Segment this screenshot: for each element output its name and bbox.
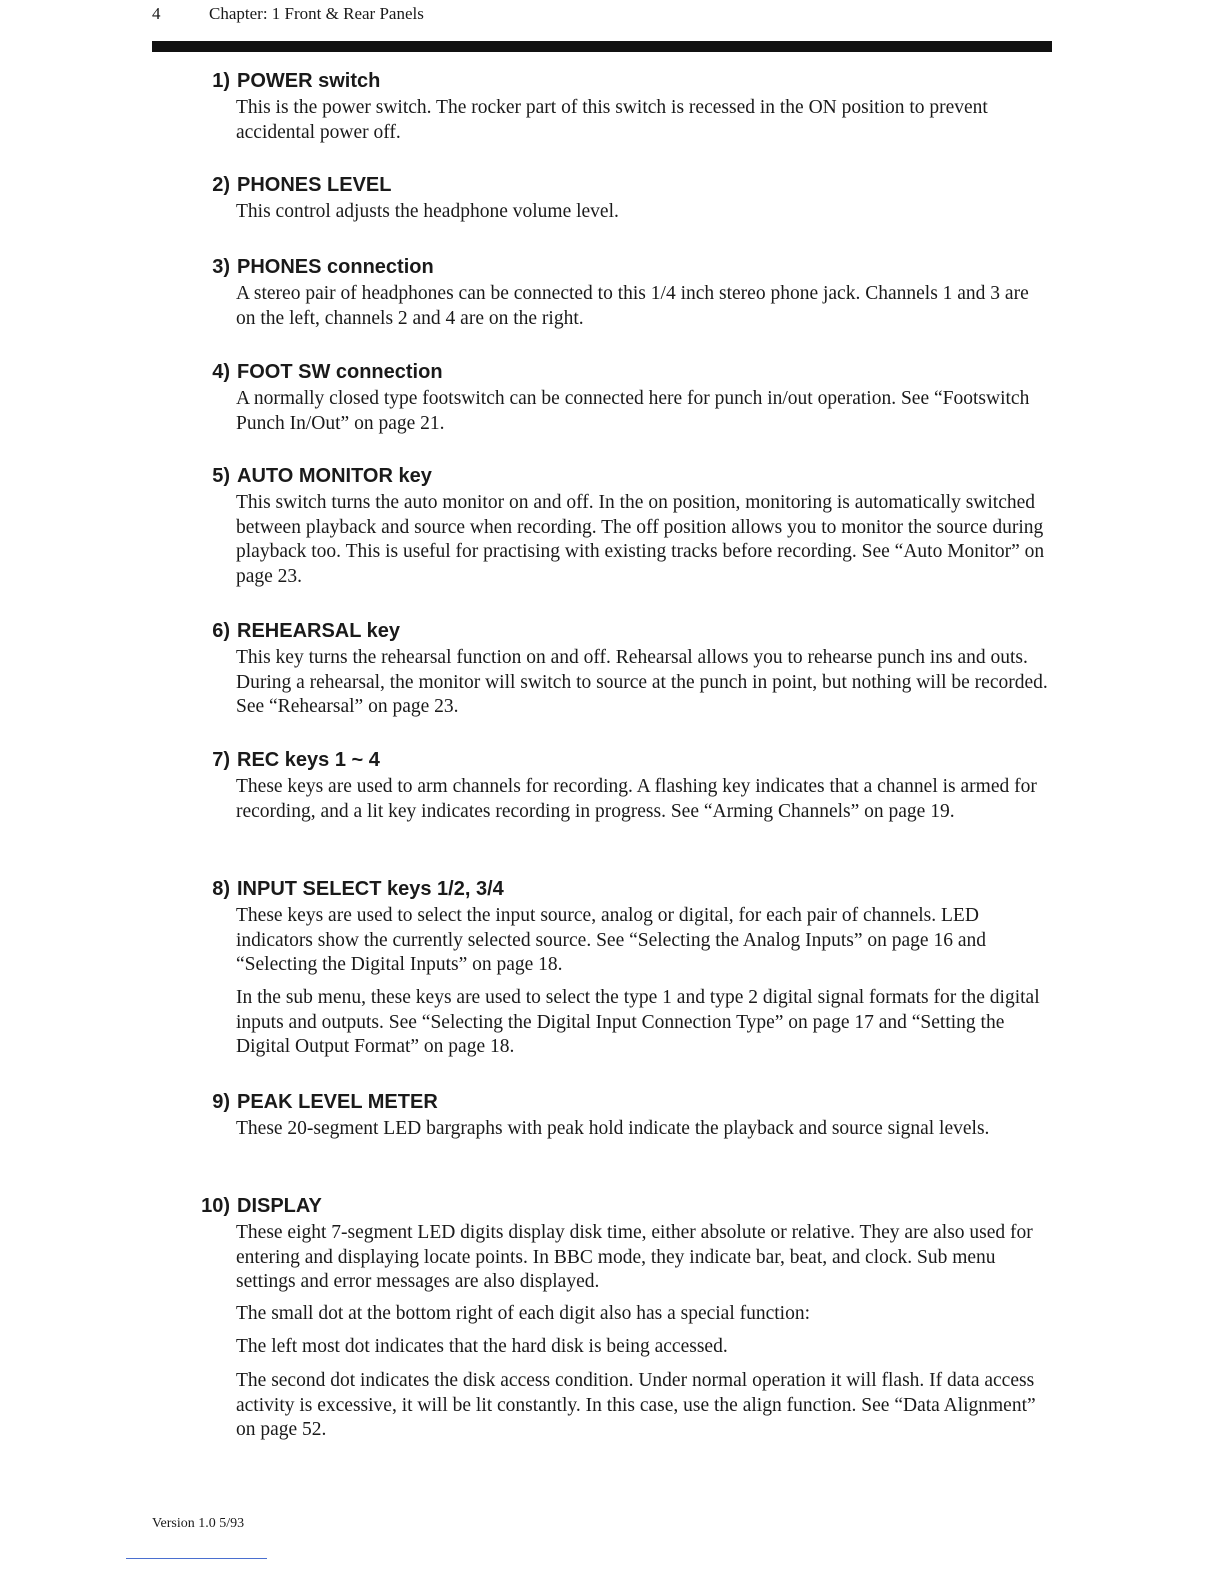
section-paragraph: These keys are used to arm channels for recording. A flashing key indicates that a channel is armed for recording, and a lit key indicates recording in progress. See “Arming Channels” on page 19. (236, 776, 1037, 822)
section-paragraph: This key turns the rehearsal function on and off. Rehearsal allows you to rehearse punch ins and outs. During a rehearsal, the monitor will switch to source at the punch in point, but nothing will be recorded. See “Rehearsal” on page 23. (236, 647, 1048, 717)
section-heading: FOOT SW connection (237, 361, 443, 383)
section-number: 4) (212, 361, 230, 383)
section-number: 7) (212, 749, 230, 771)
section-paragraph: A normally closed type footswitch can be connected here for punch in/out operation. See “Footswitch Punch In/Out” on page 21. (236, 388, 1030, 434)
section-heading: REC keys 1 ~ 4 (237, 749, 380, 771)
section-paragraph: These eight 7-segment LED digits display disk time, either absolute or relative. They are also used for entering and displaying locate points. In BBC mode, they indicate bar, beat, and clock. Sub menu settings and error messages are also displayed. (236, 1222, 1033, 1292)
section-heading: INPUT SELECT keys 1/2, 3/4 (237, 878, 504, 900)
section-paragraph: The small dot at the bottom right of each digit also has a special function: (236, 1303, 811, 1324)
section-heading: AUTO MONITOR key (237, 465, 432, 487)
section-number: 6) (212, 620, 230, 642)
page-number: 4 (152, 4, 161, 23)
version-footer: Version 1.0 5/93 (152, 1516, 245, 1531)
section-heading: PEAK LEVEL METER (237, 1091, 438, 1113)
section-heading: POWER switch (237, 70, 381, 92)
section-number: 9) (212, 1091, 230, 1113)
section-paragraph: This control adjusts the headphone volume level. (236, 201, 619, 222)
section-number: 8) (212, 878, 230, 900)
section-paragraph: In the sub menu, these keys are used to select the type 1 and type 2 digital signal formats for the digital inputs and outputs. See “Selecting the Digital Input Connection Type” on page 17 and “Setting the Digital Output Format” on page 18. (236, 987, 1040, 1057)
section-number: 1) (212, 70, 230, 92)
section-number: 5) (212, 465, 230, 487)
section-heading: DISPLAY (237, 1195, 322, 1217)
section-paragraph: These keys are used to select the input source, analog or digital, for each pair of channels. LED indicators show the currently selected source. See “Selecting the Analog Inputs” on page 16 and “Selecting the Digital Inputs” on page 18. (236, 905, 986, 975)
section-number: 3) (212, 256, 230, 278)
section-heading: PHONES connection (237, 256, 434, 278)
footer-rule (126, 1558, 267, 1559)
section-paragraph: These 20-segment LED bargraphs with peak hold indicate the playback and source signal levels. (236, 1118, 990, 1139)
header-rule (152, 41, 1052, 52)
chapter-title: Chapter: 1 Front & Rear Panels (209, 4, 424, 23)
section-number: 2) (212, 174, 230, 196)
section-paragraph: The left most dot indicates that the hard disk is being accessed. (236, 1336, 728, 1357)
section-paragraph: A stereo pair of headphones can be connected to this 1/4 inch stereo phone jack. Channels 1 and 3 are on the left, channels 2 and 4 are on the right. (236, 283, 1029, 329)
section-paragraph: The second dot indicates the disk access condition. Under normal operation it will flash. If data access activity is excessive, it will be lit constantly. In this case, use the align function. See “Data Alignment” on page 52. (236, 1370, 1036, 1440)
section-heading: REHEARSAL key (237, 620, 401, 642)
section-number: 10) (201, 1195, 230, 1217)
section-paragraph: This switch turns the auto monitor on and off. In the on position, monitoring is automatically switched between playback and source when recording. The off position allows you to monitor the source during playback too. This is useful for practising with existing tracks before recording. See “Auto Monitor” on page 23. (236, 492, 1045, 587)
section-heading: PHONES LEVEL (237, 174, 392, 196)
section-paragraph: This is the power switch. The rocker part of this switch is recessed in the ON position to prevent accidental power off. (236, 97, 988, 143)
